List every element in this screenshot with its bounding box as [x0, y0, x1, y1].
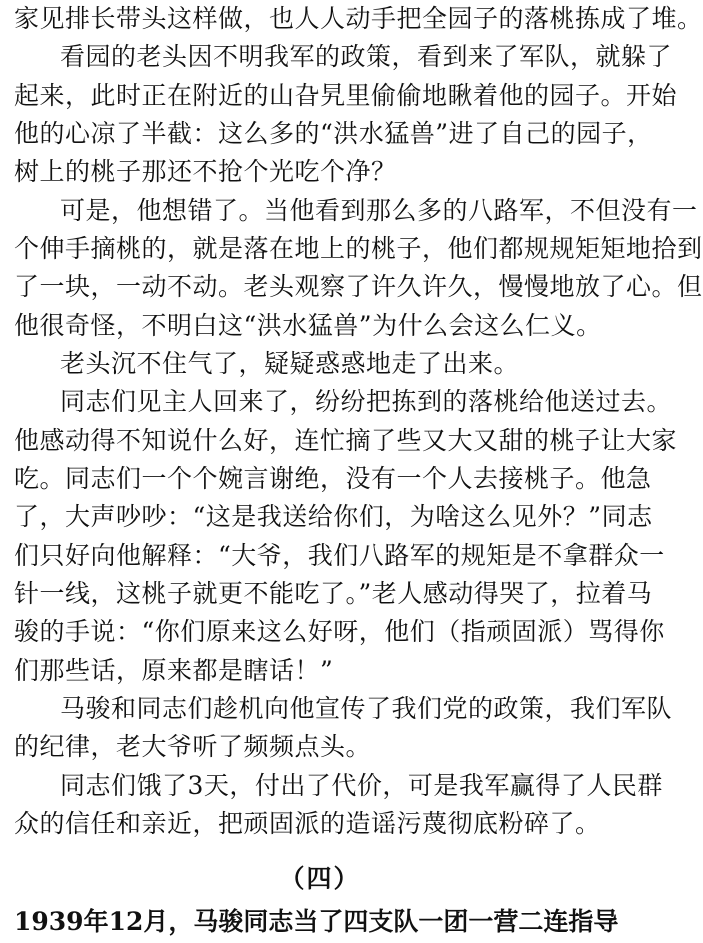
text-line: 个伸手摘桃的，就是落在地上的桃子，他们都规规矩矩地拾到	[14, 234, 703, 263]
text-line: 看园的老头因不明我军的政策，看到来了军队，就躲了	[60, 42, 673, 71]
text-line: 了，大声吵吵：“这是我送给你们，为啥这么见外？”同志	[14, 502, 653, 531]
text-line: 他很奇怪，不明白这“洪水猛兽”为什么会这么仁义。	[14, 311, 602, 340]
text-line: 众的信任和亲近，把顽固派的造谣污蔑彻底粉碎了。	[14, 809, 601, 838]
text-line: 同志们饿了3天，付出了代价，可是我军赢得了人民群	[60, 771, 663, 800]
text-line: 起来，此时正在附近的山旮旯里偷偷地瞅着他的园子。开始	[14, 81, 678, 110]
text-line: 老头沉不住气了，疑疑惑惑地走了出来。	[60, 349, 520, 378]
text-line: 1939年12月，马骏同志当了四支队一团一营二连指导	[14, 907, 619, 936]
text-line: 他感动得不知说什么好，连忙摘了些又大又甜的桃子让大家	[14, 426, 678, 455]
section-heading: （四）	[279, 864, 361, 893]
text-line: 树上的桃子那还不抢个光吃个净？	[14, 157, 397, 186]
text-line: 骏的手说：“你们原来这么好呀，他们（指顽固派）骂得你	[14, 617, 665, 646]
text-line: 马骏和同志们趁机向他宣传了我们党的政策，我们军队	[60, 694, 673, 723]
text-line: 同志们见主人回来了，纷纷把拣到的落桃给他送过去。	[60, 387, 673, 416]
text-line: 们那些话，原来都是瞎话！”	[14, 656, 334, 685]
text-line: 家见排长带头这样做，也人人动手把全园子的落桃拣成了堆。	[14, 4, 703, 33]
text-line: 们只好向他解释：“大爷，我们八路军的规矩是不拿群众一	[14, 541, 665, 570]
text-line: 他的心凉了半截：这么多的“洪水猛兽”进了自己的园子，	[14, 119, 653, 148]
text-line: 了一块，一动不动。老头观察了许久许久，慢慢地放了心。但	[14, 272, 703, 301]
text-line: 针一线，这桃子就更不能吃了。”老人感动得哭了，拉着马	[14, 579, 653, 608]
text-line: 可是，他想错了。当他看到那么多的八路军，不但没有一	[60, 196, 698, 225]
text-line: 的纪律，老大爷听了频频点头。	[14, 732, 372, 761]
text-line: 吃。同志们一个个婉言谢绝，没有一个人去接桃子。他急	[14, 464, 652, 493]
